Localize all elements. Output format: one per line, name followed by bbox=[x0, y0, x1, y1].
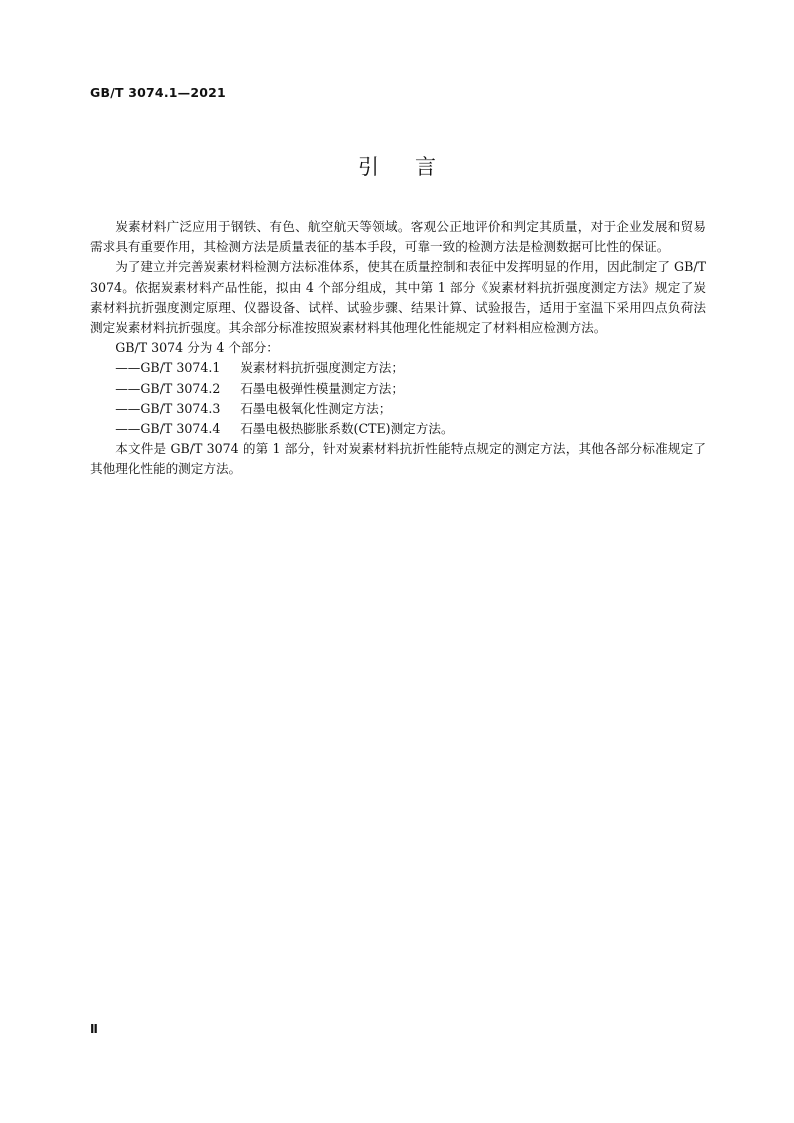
page-title: 引言 bbox=[358, 155, 472, 179]
part-name: 石墨电极氧化性测定方法； bbox=[240, 400, 392, 416]
list-item bbox=[90, 419, 706, 439]
part-name: 石墨电极热膨胀系数(CTE)测定方法。 bbox=[240, 421, 454, 437]
standard-code: GB/T 3074.1—2021 bbox=[90, 85, 226, 100]
paragraph-closing: 本文件是 GB/T 3074 的第 1 部分，针对炭素材料抗折性能特点规定的测定方法，其他各部分标准规定了其他理化性能的测定方法。 bbox=[90, 441, 706, 477]
paragraph-purpose: 为了建立并完善炭素材料检测方法标准体系，使其在质量控制和表征中发挥明显的作用，因此制定了 GB/T 3074。依据炭素材料产品性能，拟由 4 个部分组成，其中第 1 部分《炭素材料抗折强度测定方法》规定了炭素材料抗折强度测定原理、仪器设备、试样、试验步骤、结果计算、试验报告，适用于室温下采用四点负荷法测定炭素材料抗折强度。其余部分标准按照炭素材料其他理化性能规定了材料相应检测方法。 bbox=[90, 259, 706, 336]
page-number: Ⅱ bbox=[90, 1022, 98, 1036]
part-code: ——GB/T 3074.4 bbox=[115, 421, 221, 437]
part-code: ——GB/T 3074.3 bbox=[115, 400, 221, 416]
part-code: ——GB/T 3074.2 bbox=[115, 380, 221, 396]
list-item bbox=[90, 399, 706, 419]
part-code: ——GB/T 3074.1 bbox=[115, 360, 221, 376]
paragraph-intro: 炭素材料广泛应用于钢铁、有色、航空航天等领域。客观公正地评价和判定其质量，对于企业发展和贸易需求具有重要作用，其检测方法是质量表征的基本手段，可靠一致的检测方法是检测数据可比性的保证。 bbox=[90, 219, 706, 255]
list-item bbox=[90, 379, 706, 399]
paragraph-parts-intro: GB/T 3074 分为 4 个部分： bbox=[115, 340, 279, 356]
document-body bbox=[90, 217, 706, 480]
list-item bbox=[90, 358, 706, 378]
part-name: 炭素材料抗折强度测定方法； bbox=[240, 360, 404, 376]
part-name: 石墨电极弹性模量测定方法； bbox=[240, 380, 404, 396]
